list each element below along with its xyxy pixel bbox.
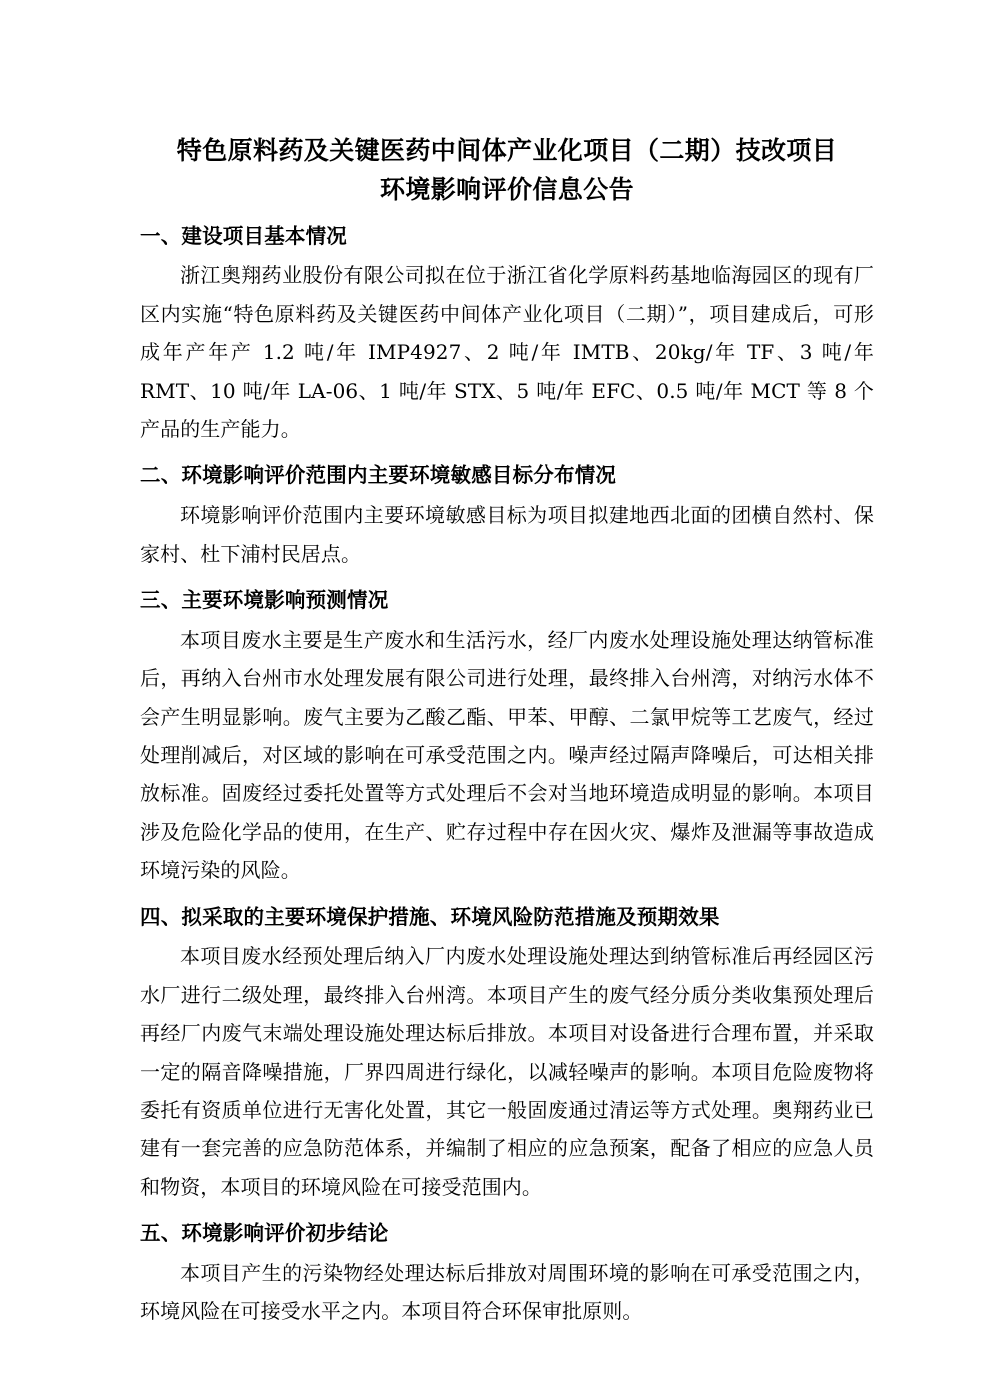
section-body-2: 环境影响评价范围内主要环境敏感目标为项目拟建地西北面的团横自然村、保家村、杜下浦村民居点。: [140, 503, 874, 566]
page-title-line-1: 特色原料药及关键医药中间体产业化项目（二期）技改项目: [176, 136, 838, 165]
page-title: [140, 132, 874, 210]
section-heading-1: 一、建设项目基本情况: [140, 223, 347, 248]
section-body-3: 本项目废水主要是生产废水和生活污水，经厂内废水处理设施处理达纳管标准后，再纳入台州市水处理发展有限公司进行处理，最终排入台州湾，对纳污水体不会产生明显影响。废气主要为乙酸乙酯、甲苯、甲醇、二氯甲烷等工艺废气，经过处理削减后，对区域的影响在可承受范围之内。噪声经过隔声降噪后，可达相关排放标准。固废经过委托处置等方式处理后不会对当地环境造成明显的影响。本项目涉及危险化学品的使用，在生产、贮存过程中存在因火灾、爆炸及泄漏等事故造成环境污染的风险。: [140, 627, 874, 883]
section-body-5: 本项目产生的污染物经处理达标后排放对周围环境的影响在可承受范围之内，环境风险在可接受水平之内。本项目符合环保审批原则。: [140, 1261, 874, 1324]
section-body-4: 本项目废水经预处理后纳入厂内废水处理设施处理达到纳管标准后再经园区污水厂进行二级处理，最终排入台州湾。本项目产生的废气经分质分类收集预处理后再经厂内废气末端处理设施处理达标后排放。本项目对设备进行合理布置，并采取一定的隔音降噪措施，厂界四周进行绿化，以减轻噪声的影响。本项目危险废物将委托有资质单位进行无害化处置，其它一般固废通过清运等方式处理。奥翔药业已建有一套完善的应急防范体系，并编制了相应的应急预案，配备了相应的应急人员和物资，本项目的环境风险在可接受范围内。: [140, 944, 874, 1199]
section-heading-3: 三、主要环境影响预测情况: [140, 587, 389, 612]
section-heading-4: 四、拟采取的主要环境保护措施、环境风险防范措施及预期效果: [140, 904, 720, 929]
section-heading-2: 二、环境影响评价范围内主要环境敏感目标分布情况: [140, 463, 617, 488]
section-heading-5: 五、环境影响评价初步结论: [140, 1221, 389, 1246]
page-title-line-2: 环境影响评价信息公告: [379, 174, 634, 204]
section-body-1: 浙江奥翔药业股份有限公司拟在位于浙江省化学原料药基地临海园区的现有厂区内实施“特色原料药及关键医药中间体产业化项目（二期）”，项目建成后，可形成年产年产 1.2 吨/年 IMP4927、2 吨/年 IMTB、20kg/年 TF、3 吨/年 RMT、10 吨/年 LA-06、1 吨/年 STX、5 吨/年 EFC、0.5 吨/年 MCT 等 8 个产品的生产能力。: [140, 263, 874, 441]
